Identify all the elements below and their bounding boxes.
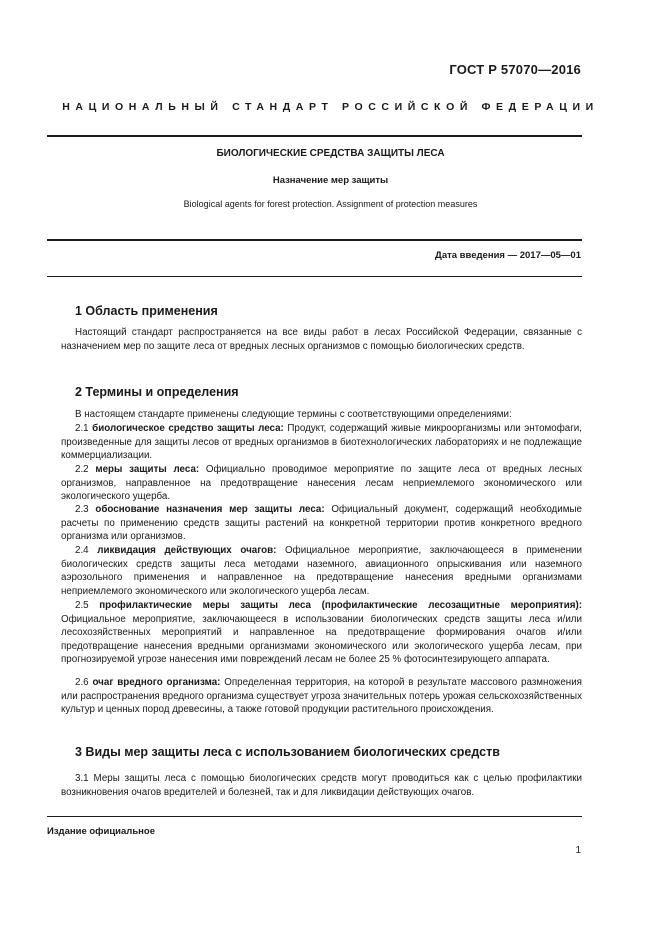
term-name: обоснование назначения мер защиты леса: [95,504,325,515]
term-name: биологическое средство защиты леса: [92,423,284,434]
section-2-intro: В настоящем стандарте применены следующие термины с соответствующими определениями: [75,409,512,420]
term-2-5 [61,599,582,667]
introduction-date: Дата введения — 2017—05—01 [435,250,581,261]
term-name: очаг вредного организма: [92,677,221,688]
term-number: 2.5 [75,600,89,611]
standard-subtitle: Назначение мер защиты [272,175,389,186]
section-1-text: Настоящий стандарт распространяется на все виды работ в лесах Российской Федерации, связанные с назначением мер по защите леса от вредных лесных организмов с помощью биологических средств. [61,327,582,352]
term-definition: Определенная территория, на которой в результате массового размножения или распространения вредного организма существует угроза значительных потерь урожая сельскохозяйственных культур и ценных пород древесины, а также готовой продукции растительного происхождения. [61,677,582,715]
term-name: профилактические меры защиты леса (профилактические лесозащитные мероприятия): [99,600,582,611]
term-definition: Официальное мероприятие, заключающееся в применении биологических средств защиты леса методами наземного, авиационного опрыскивания или наземного аэрозольного применения и направленное на предотвращение нанесения вредными организмами неприемлемого экономического или экологического ущерба лесам. [61,545,582,597]
standard-english-title: Biological agents for forest protection. Assignment of protection measures [183,199,478,209]
official-edition-label: Издание официальное [47,826,155,837]
standard-title: БИОЛОГИЧЕСКИЕ СРЕДСТВА ЗАЩИТЫ ЛЕСА [216,148,445,159]
gost-number: ГОСТ Р 57070—2016 [449,62,581,77]
term-number: 2.4 [75,545,89,556]
title-bottom-rule [47,239,582,241]
term-2-2 [61,463,582,504]
footer-rule [47,816,582,817]
term-name: ликвидация действующих очагов: [97,545,277,556]
term-name: меры защиты леса: [95,464,200,475]
term-number: 2.1 [75,423,89,434]
section-2-heading: 2 Термины и определения [75,385,239,399]
term-2-3 [61,503,582,544]
term-number: 2.3 [75,504,89,515]
top-rule [47,135,582,137]
term-definition: Официально проводимое мероприятие по защите леса от вредных лесных организмов, направленное на предотвращение нанесения лесам неприемлемого экономического или экологического ущерба. [61,464,582,502]
term-2-6 [61,676,582,717]
term-2-1 [61,422,582,463]
term-definition: Официальное мероприятие, заключающееся в использовании биологических средств защиты леса и/или лесохозяйственных мероприятий и направленное на предотвращение формирования очагов и/или предотвращение нанесения вредными организмами экономического или экологического ущерба лесам, при прогнозируемой угрозе нанесения ими повреждений лесам не более 25 % фотосинтезирующего аппарата. [61,613,582,665]
section-1-heading: 1 Область применения [75,304,218,318]
term-2-4 [61,544,582,598]
section-3-text: 3.1 Меры защиты леса с помощью биологических средств могут проводиться как с целью профилактики возникновения очагов вредителей и болезней, так и для ликвидации действующих очагов. [61,773,582,798]
page-number: 1 [575,845,581,856]
term-number: 2.6 [75,677,89,688]
national-standard-banner: НАЦИОНАЛЬНЫЙ СТАНДАРТ РОССИЙСКОЙ ФЕДЕРАЦИИ [62,101,599,113]
date-rule [47,276,582,277]
section-3-heading: 3 Виды мер защиты леса с использованием биологических средств [75,745,500,759]
term-definition: Продукт, содержащий живые микроорганизмы или энтомофаги, произведенные для защиты лесов от вредных организмов в биотехнологических лабораториях и не подлежащие коммерциализации. [61,423,582,461]
term-number: 2.2 [75,464,89,475]
term-definition: Официальный документ, содержащий необходимые расчеты по применению средств защиты растений на конкретной территории против конкретного вредного организма или организмов. [61,504,582,542]
